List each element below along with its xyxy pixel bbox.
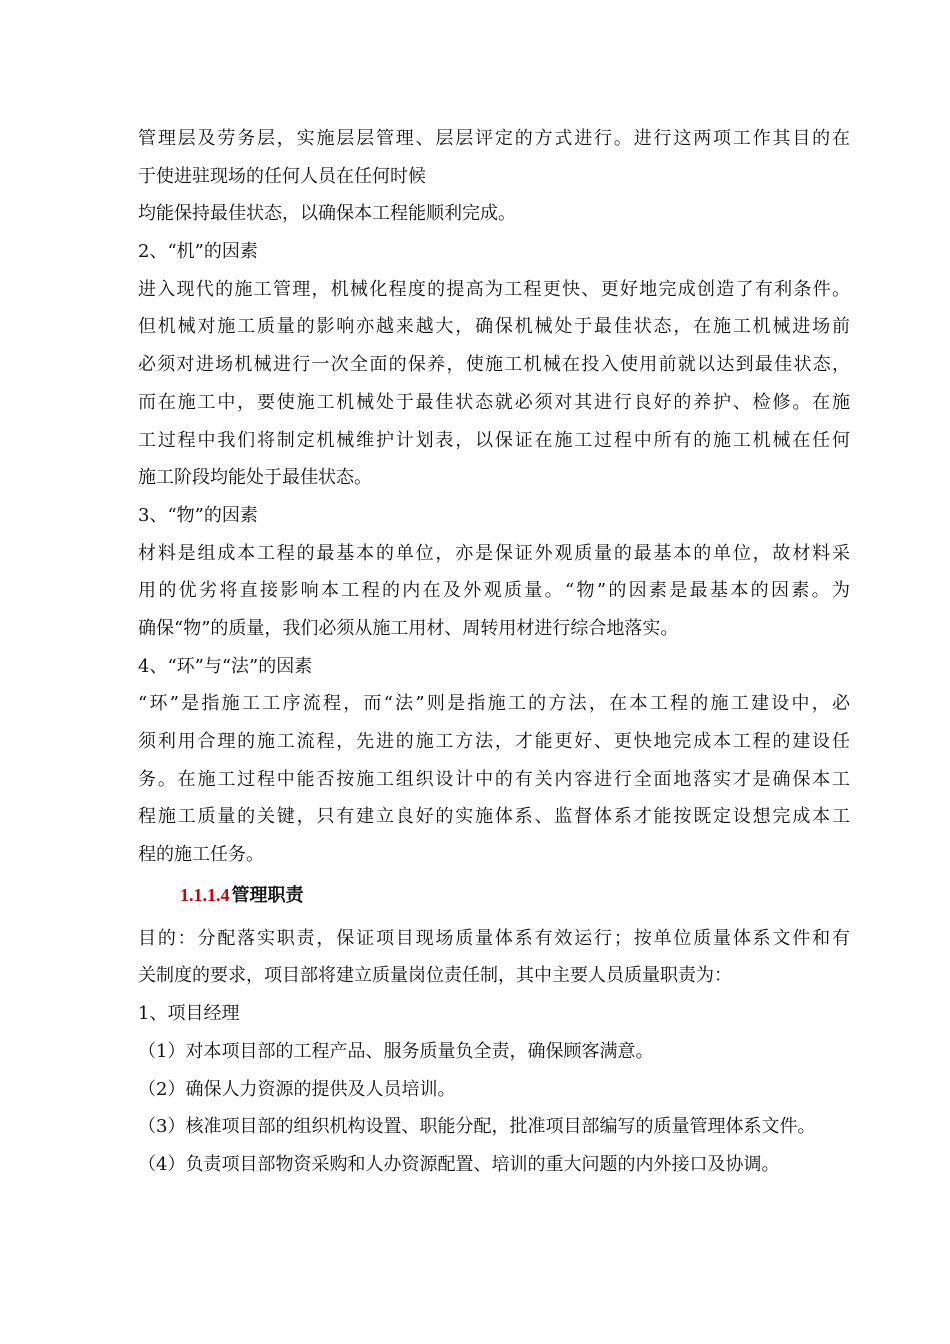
text-line: （1）对本项目部的工程产品、服务质量负全责，确保顾客满意。 — [138, 1040, 654, 1062]
text-line: 施工阶段均能处于最佳状态。 — [138, 467, 372, 489]
text-line: 确保“物”的质量，我们必须从施工用材、周转用材进行综合地落实。 — [138, 617, 679, 639]
document-body — [138, 120, 850, 1184]
text-line: 进入现代的施工管理，机械化程度的提高为工程更快、更好地完成创造了有利条件。 — [138, 278, 850, 300]
text-line: 关制度的要求，项目部将建立质量岗位责任制，其中主要人员质量职责为： — [138, 965, 732, 987]
text-line: （4）负责项目部物资采购和人办资源配置、培训的重大问题的内外接口及协调。 — [138, 1153, 780, 1175]
text-line: 工过程中我们将制定机械维护计划表，以保证在施工过程中所有的施工机械在任何 — [138, 429, 850, 451]
section-number: 1.1.1.4 — [180, 884, 230, 905]
text-line: 4、“环”与“法”的因素 — [138, 655, 313, 677]
text-line: 于使进驻现场的任何人员在任何时候 — [138, 165, 426, 187]
text-line: （2）确保人力资源的提供及人员培训。 — [138, 1078, 456, 1100]
text-line: 1、项目经理 — [138, 1003, 240, 1025]
text-line: 2、“机”的因素 — [138, 241, 258, 263]
text-line: 目的：分配落实职责，保证项目现场质量体系有效运行；按单位质量体系文件和有 — [138, 927, 850, 949]
text-line: 均能保持最佳状态，以确保本工程能顺利完成。 — [138, 203, 516, 225]
text-line: 但机械对施工质量的影响亦越来越大，确保机械处于最佳状态，在施工机械进场前 — [138, 316, 850, 338]
text-line: 须利用合理的施工流程，先进的施工方法，才能更好、更快地完成本工程的建设任 — [138, 731, 850, 752]
text-line: 务。在施工过程中能否按施工组织设计中的有关内容进行全面地落实才是确保本工 — [138, 768, 850, 790]
text-line: 程的施工任务。 — [138, 844, 264, 866]
section-title: 管理职责 — [231, 884, 304, 906]
text-line: （3）核准项目部的组织机构设置、职能分配，批准项目部编写的质量管理体系文件。 — [138, 1116, 816, 1138]
text-line: 程施工质量的关键，只有建立良好的实施体系、监督体系才能按既定设想完成本工 — [138, 806, 850, 828]
section-heading — [180, 876, 850, 914]
text-line: 管理层及劳务层，实施层层管理、层层评定的方式进行。进行这两项工作其目的在 — [138, 128, 850, 149]
text-line: 而在施工中，要使施工机械处于最佳状态就必须对其进行良好的养护、检修。在施 — [138, 391, 850, 413]
text-line: 材料是组成本工程的最基本的单位，亦是保证外观质量的最基本的单位，故材料采 — [138, 542, 850, 564]
text-line: 用的优劣将直接影响本工程的内在及外观质量。“物”的因素是最基本的因素。为 — [138, 580, 850, 602]
text-line: “环”是指施工工序流程，而“法”则是指施工的方法，在本工程的施工建设中，必 — [138, 693, 850, 715]
text-line: 必须对进场机械进行一次全面的保养，使施工机械在投入使用前就以达到最佳状态， — [138, 354, 850, 376]
text-line: 3、“物”的因素 — [138, 504, 258, 526]
